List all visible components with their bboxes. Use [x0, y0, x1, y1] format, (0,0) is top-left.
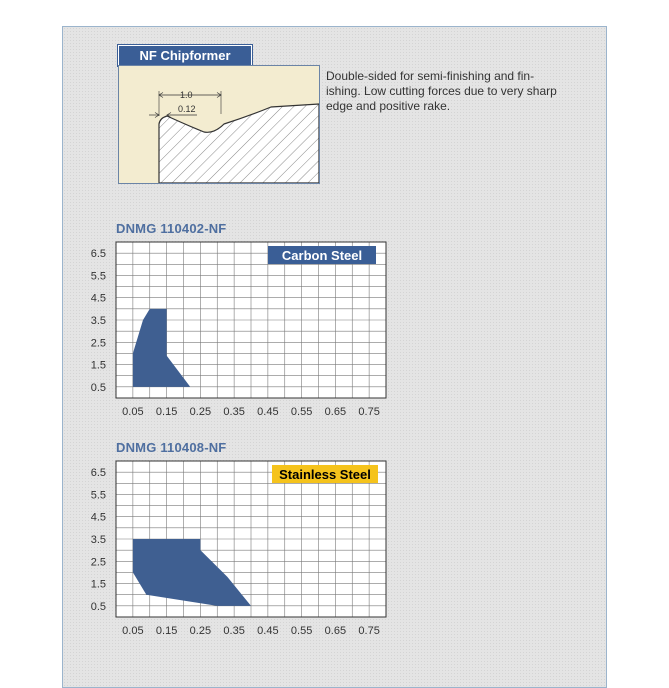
y-tick-label: 3.5 — [90, 315, 106, 327]
chipformer-title: NF Chipformer — [118, 45, 252, 66]
x-tick-label: 0.35 — [223, 406, 245, 418]
x-tick-label: 0.75 — [358, 625, 380, 637]
material-badge: Carbon Steel — [281, 248, 363, 263]
y-tick-label: 1.5 — [90, 359, 106, 372]
x-tick-label: 0.25 — [189, 625, 212, 637]
y-tick-label: 5.5 — [90, 270, 106, 283]
x-tick-label: 0.65 — [324, 625, 347, 637]
y-tick-label: 2.5 — [90, 337, 106, 350]
x-tick-label: 0.05 — [122, 625, 144, 637]
x-tick-label: 0.15 — [155, 625, 178, 637]
dim-outer-label: 1.0 — [180, 90, 193, 100]
y-tick-label: 4.5 — [90, 511, 106, 524]
dim-inner-label: 0.12 — [178, 104, 196, 114]
x-tick-label: 0.45 — [257, 406, 279, 418]
x-tick-label: 0.55 — [290, 406, 313, 418]
x-tick-label: 0.45 — [257, 625, 279, 637]
x-tick-label: 0.55 — [290, 625, 313, 637]
x-tick-label: 0.25 — [189, 406, 212, 418]
chart-1-title: DNMG 110402-NF — [116, 221, 227, 236]
y-tick-label: 0.5 — [90, 600, 106, 613]
x-tick-label: 0.15 — [155, 406, 178, 418]
x-tick-label: 0.75 — [358, 406, 380, 418]
y-tick-label: 0.5 — [90, 381, 106, 394]
y-tick-label: 3.5 — [90, 534, 106, 546]
y-tick-label: 2.5 — [90, 556, 106, 569]
x-tick-label: 0.05 — [122, 406, 144, 418]
chart-2-title: DNMG 110408-NF — [116, 440, 227, 455]
y-tick-label: 1.5 — [90, 578, 106, 591]
x-tick-label: 0.65 — [324, 406, 347, 418]
y-tick-label: 6.5 — [90, 248, 106, 261]
material-badge: Stainless Steel — [279, 467, 371, 482]
y-tick-label: 4.5 — [90, 292, 106, 305]
chipformer-description: Double-sided for semi-finishing and fin- ishing. Low cutting forces due to very sharp edge and positive rake. — [326, 69, 557, 113]
x-tick-label: 0.35 — [223, 625, 245, 637]
y-tick-label: 5.5 — [90, 489, 106, 502]
y-tick-label: 6.5 — [90, 467, 106, 480]
